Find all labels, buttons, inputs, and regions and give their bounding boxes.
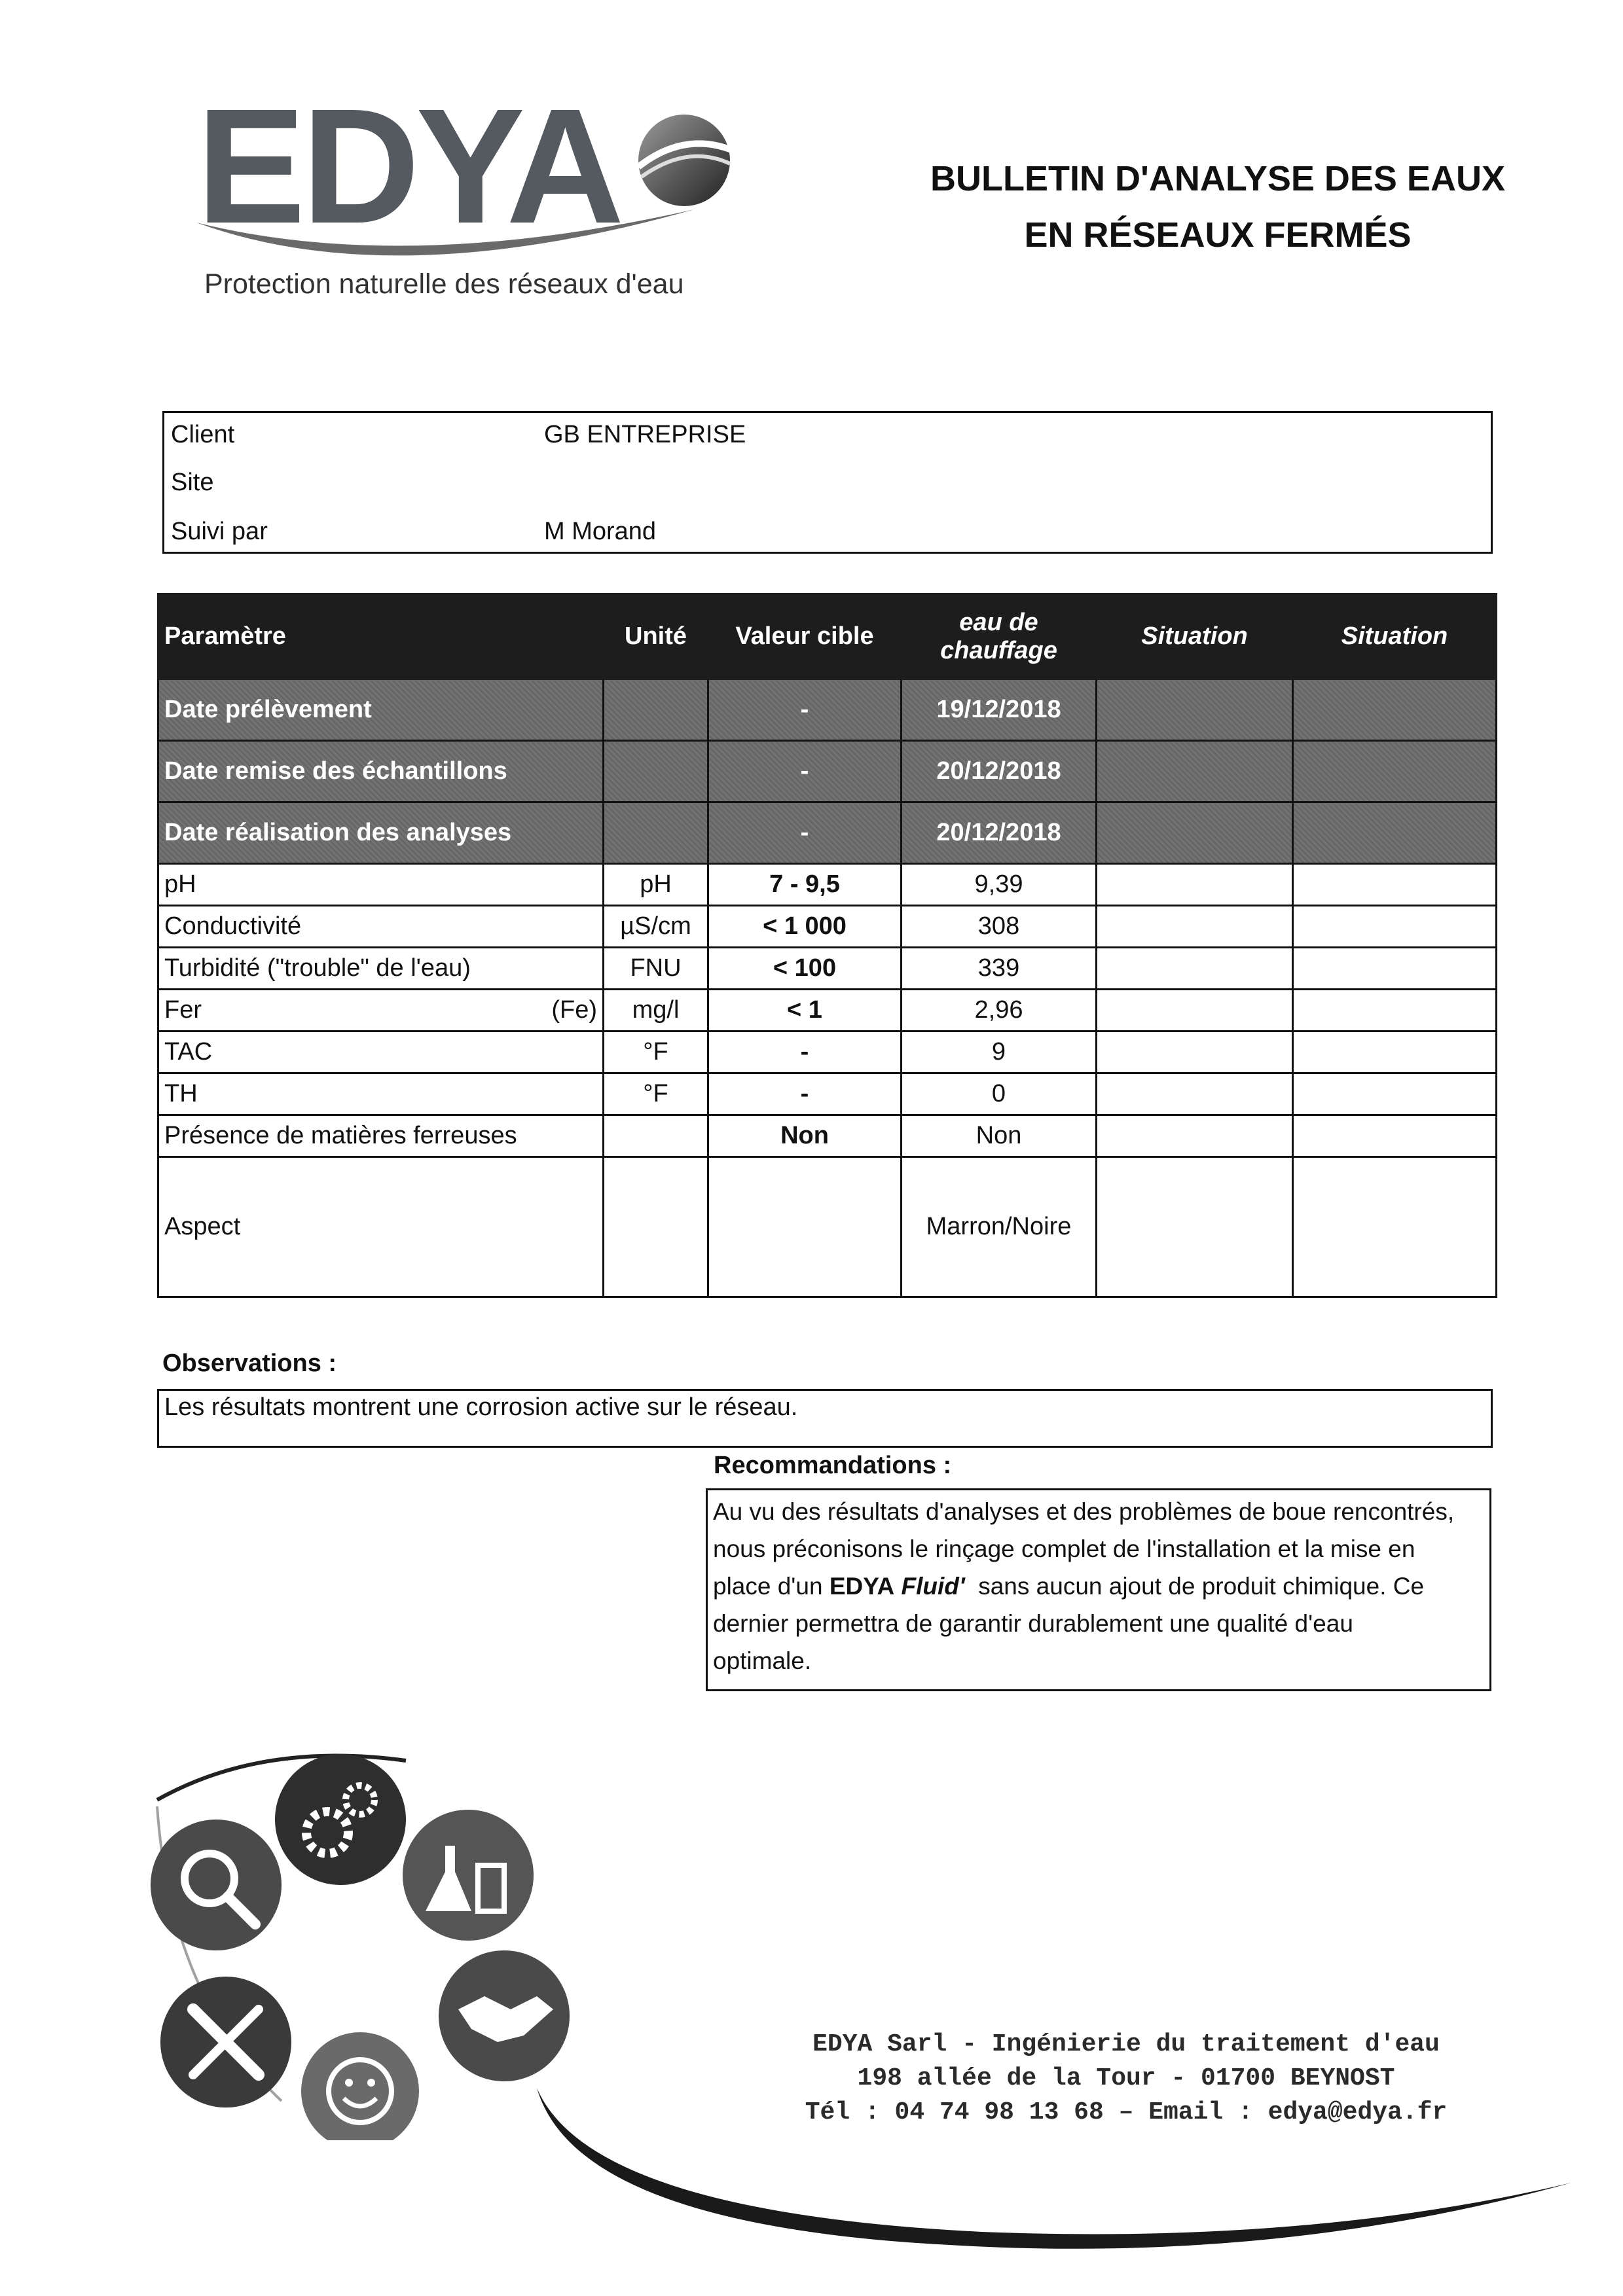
param-unit: °F <box>604 1073 708 1115</box>
param-unit: FNU <box>604 948 708 990</box>
param-value: 9,39 <box>902 864 1097 906</box>
param-target: < 1 <box>708 990 902 1031</box>
date-value: 20/12/2018 <box>902 802 1097 864</box>
situation-cell <box>1097 1073 1293 1115</box>
param-name: Turbidité ("trouble" de l'eau) <box>158 948 604 990</box>
date-value: 19/12/2018 <box>902 679 1097 741</box>
table-row <box>158 802 1497 864</box>
client-value: GB ENTREPRISE <box>544 421 746 448</box>
table-row <box>158 864 1497 906</box>
param-unit: °F <box>604 1031 708 1073</box>
client-info-box <box>162 411 1493 554</box>
company-logo <box>177 72 766 321</box>
footer-address: 198 allée de la Tour - 01700 BEYNOST <box>857 2064 1395 2092</box>
date-value: 20/12/2018 <box>902 741 1097 802</box>
rec-line: optimale. <box>713 1647 812 1674</box>
param-unit: µS/cm <box>604 906 708 948</box>
table-header-row <box>158 594 1497 679</box>
date-target: - <box>708 679 902 741</box>
date-label: Date remise des échantillons <box>158 741 604 802</box>
table-row <box>158 1157 1497 1297</box>
param-value: Non <box>902 1115 1097 1157</box>
date-target: - <box>708 802 902 864</box>
situation-cell <box>1293 948 1497 990</box>
param-target: < 1 000 <box>708 906 902 948</box>
param-name: TH <box>158 1073 604 1115</box>
header-situation-1: Situation <box>1097 594 1293 679</box>
date-label: Date prélèvement <box>158 679 604 741</box>
situation-cell <box>1293 864 1497 906</box>
table-row <box>158 1073 1497 1115</box>
header-valeur-cible: Valeur cible <box>708 594 902 679</box>
situation-cell <box>1293 1031 1497 1073</box>
situation-cell <box>1097 802 1293 864</box>
param-target: Non <box>708 1115 902 1157</box>
param-target: 7 - 9,5 <box>708 864 902 906</box>
date-label: Date réalisation des analyses <box>158 802 604 864</box>
header-unite: Unité <box>604 594 708 679</box>
param-value: 9 <box>902 1031 1097 1073</box>
table-row <box>158 990 1497 1031</box>
situation-cell <box>1097 1115 1293 1157</box>
table-row <box>158 679 1497 741</box>
table-row <box>158 1115 1497 1157</box>
param-name: Fer <box>164 996 202 1024</box>
suivi-value: M Morand <box>544 518 657 545</box>
situation-cell <box>1293 741 1497 802</box>
situation-cell <box>1097 864 1293 906</box>
table-row <box>158 948 1497 990</box>
search-icon <box>151 1820 282 1950</box>
situation-cell <box>1293 906 1497 948</box>
title-line-1: BULLETIN D'ANALYSE DES EAUX <box>930 159 1505 198</box>
date-unit <box>604 679 708 741</box>
aspect-value: Marron/Noire <box>902 1157 1097 1297</box>
rec-line-3 <box>713 1568 1484 1605</box>
param-value: 2,96 <box>902 990 1097 1031</box>
rec-text: place d'un <box>713 1573 830 1600</box>
rec-brand: EDYA <box>829 1573 895 1600</box>
client-label: Client <box>171 421 235 448</box>
recommandations-label: Recommandations : <box>714 1452 952 1479</box>
param-name: Présence de matières ferreuses <box>158 1115 604 1157</box>
situation-cell <box>1293 1115 1497 1157</box>
table-row <box>158 741 1497 802</box>
site-label: Site <box>171 469 214 496</box>
analysis-table <box>157 593 1497 1298</box>
document-title <box>897 151 1539 263</box>
footer-phone-email: Tél : 04 74 98 13 68 – Email : edya@edya.fr <box>805 2098 1448 2126</box>
situation-cell <box>1097 1031 1293 1073</box>
date-target: - <box>708 741 902 802</box>
situation-cell <box>1097 948 1293 990</box>
param-unit: pH <box>604 864 708 906</box>
param-symbol: (Fe) <box>551 996 597 1024</box>
param-target: - <box>708 1031 902 1073</box>
situation-cell <box>1293 990 1497 1031</box>
param-value: 308 <box>902 906 1097 948</box>
header-parametre: Paramètre <box>158 594 604 679</box>
header-eau-de-chauffage: eau de chauffage <box>902 594 1097 679</box>
situation-cell <box>1097 679 1293 741</box>
param-name: Conductivité <box>158 906 604 948</box>
logo-globe-icon <box>629 105 740 216</box>
param-unit <box>604 1115 708 1157</box>
rec-text: sans aucun ajout de produit chimique. Ce <box>964 1573 1425 1600</box>
table-row <box>158 1031 1497 1073</box>
param-name: TAC <box>158 1031 604 1073</box>
logo-wordmark: EDYA <box>196 75 621 257</box>
situation-cell <box>1293 1073 1497 1115</box>
situation-cell <box>1293 802 1497 864</box>
situation-cell <box>1097 1157 1293 1297</box>
lab-flask-icon <box>403 1810 534 1941</box>
situation-cell <box>1097 990 1293 1031</box>
rec-line: Au vu des résultats d'analyses et des problèmes de boue rencontrés, <box>713 1498 1455 1525</box>
recommandations-box <box>706 1488 1491 1691</box>
footer-company: EDYA Sarl - Ingénierie du traitement d'eau <box>812 2030 1440 2058</box>
date-unit <box>604 802 708 864</box>
param-target: - <box>708 1073 902 1115</box>
observations-box: Les résultats montrent une corrosion active sur le réseau. <box>157 1389 1493 1448</box>
rec-product: Fluid' <box>901 1573 965 1600</box>
aspect-label: Aspect <box>158 1157 604 1297</box>
footer-swoosh <box>0 2029 1623 2296</box>
param-name-cell <box>158 990 604 1031</box>
situation-cell <box>1097 741 1293 802</box>
rec-line: nous préconisons le rinçage complet de l'installation et la mise en <box>713 1535 1415 1562</box>
param-value: 339 <box>902 948 1097 990</box>
header-situation-2: Situation <box>1293 594 1497 679</box>
param-value: 0 <box>902 1073 1097 1115</box>
gears-icon <box>275 1754 406 1885</box>
logo-tagline: Protection naturelle des réseaux d'eau <box>204 268 684 300</box>
aspect-unit <box>604 1157 708 1297</box>
date-unit <box>604 741 708 802</box>
situation-cell <box>1097 906 1293 948</box>
situation-cell <box>1293 679 1497 741</box>
title-line-2: EN RÉSEAUX FERMÉS <box>1024 215 1412 255</box>
rec-line: dernier permettra de garantir durablement une qualité d'eau <box>713 1610 1353 1637</box>
param-target: < 100 <box>708 948 902 990</box>
suivi-label: Suivi par <box>171 518 268 545</box>
observations-label: Observations : <box>162 1350 337 1377</box>
situation-cell <box>1293 1157 1497 1297</box>
aspect-target <box>708 1157 902 1297</box>
param-name: pH <box>158 864 604 906</box>
table-row <box>158 906 1497 948</box>
param-unit: mg/l <box>604 990 708 1031</box>
